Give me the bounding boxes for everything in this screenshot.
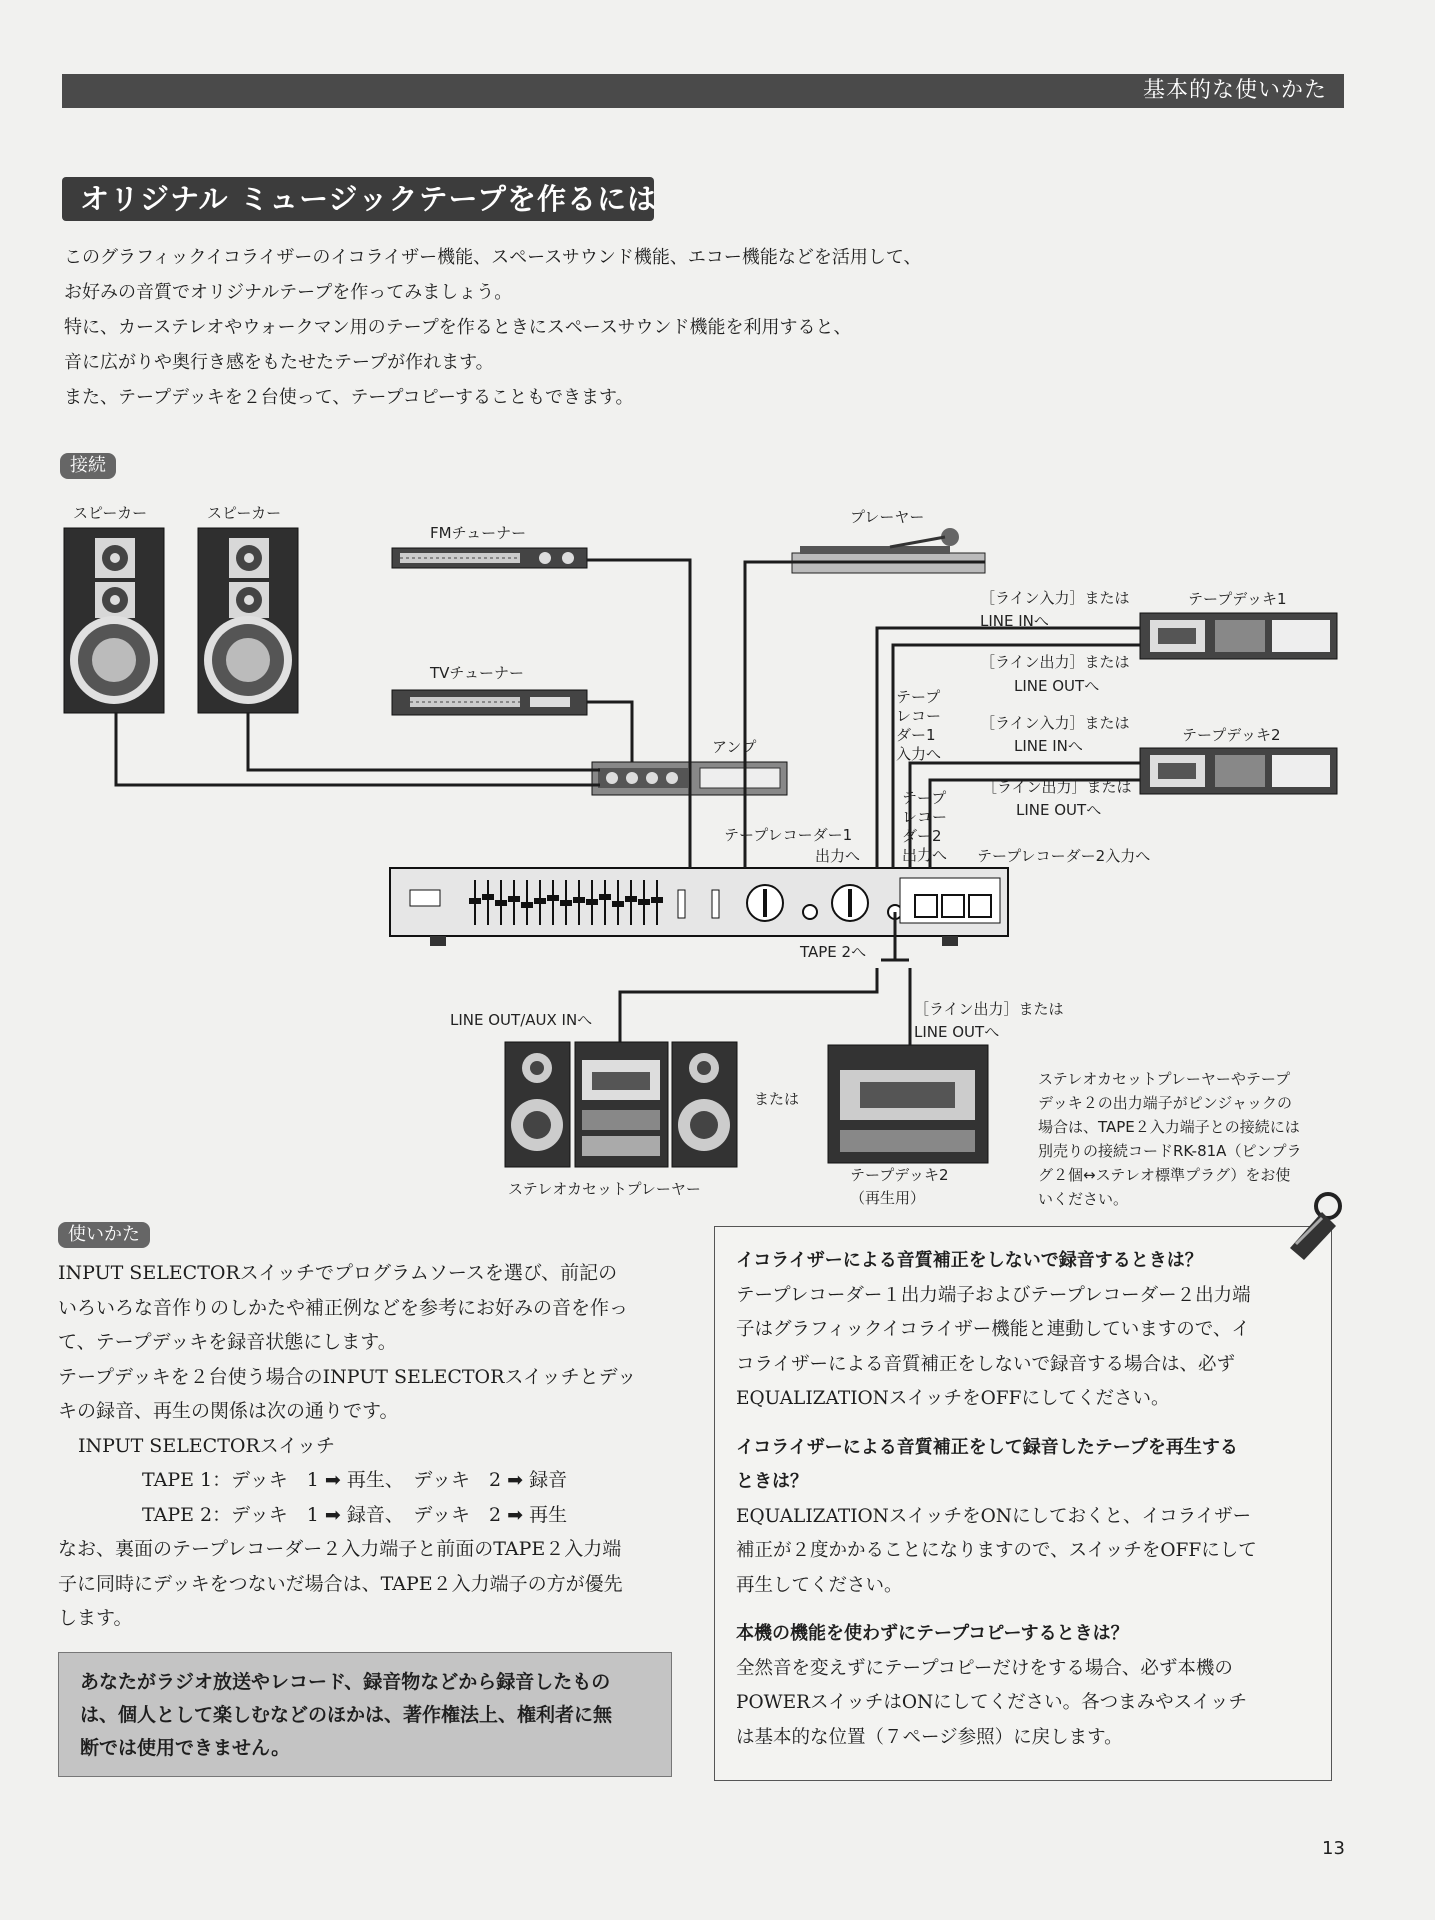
side-note-line: いください。 <box>1038 1190 1129 1208</box>
label-line-out-1: ［ライン出力］または <box>980 653 1130 671</box>
speaker-right <box>198 528 298 713</box>
tape2-row <box>58 1498 678 1533</box>
label-rec1-in: 入力へ <box>896 745 942 763</box>
notes-content <box>736 1244 1320 1755</box>
fm-tuner <box>392 548 587 568</box>
label-rec1-out: テープレコーダー1 <box>724 826 853 844</box>
arrow-right-icon: ➡ <box>507 1503 530 1526</box>
label-deck-playback: テープデッキ2 <box>850 1166 949 1184</box>
copyright-line: あなたがラジオ放送やレコード、録音物などから録音したもの <box>80 1671 611 1693</box>
usage-tag: 使いかた <box>58 1222 150 1248</box>
record-player <box>792 528 985 573</box>
label-amp: アンプ <box>712 738 757 756</box>
label-line-out-3: LINE OUTへ <box>914 1023 1000 1041</box>
tape-deck-2 <box>1140 748 1337 794</box>
label-line-out-2: ［ライン出力］または <box>982 778 1132 796</box>
copyright-line: は、個人として楽しむなどのほかは、著作権法上、権利者に無 <box>80 1704 613 1726</box>
label-line-out-2: LINE OUTへ <box>1016 801 1102 819</box>
graphic-equalizer <box>390 868 1008 946</box>
tape2-a: 録音、 デッキ 2 <box>346 1503 502 1526</box>
intro-text <box>64 240 1064 415</box>
usage-line: て、テープデッキを録音状態にします。 <box>58 1331 397 1353</box>
side-note-line: 場合は、TAPE２入力端子との接続には <box>1038 1118 1300 1136</box>
label-rec1-in: ダー1 <box>896 726 936 744</box>
note-line: EQUALIZATIONスイッチをONにしておくと、イコライザー <box>736 1505 1252 1527</box>
label-tv-tuner: TVチューナー <box>430 664 524 682</box>
speaker-left <box>64 528 164 713</box>
tape1-row <box>58 1463 678 1498</box>
label-rec1-in: レコー <box>896 707 942 725</box>
usage-line: します。 <box>58 1607 133 1629</box>
label-rec2-out: ダー2 <box>902 827 942 845</box>
usage-line: 子に同時にデッキをつないだ場合は、TAPE２入力端子の方が優先 <box>58 1572 623 1595</box>
label-deck-playback: （再生用） <box>850 1189 926 1207</box>
note-line: 補正が２度かかることになりますので、スイッチをOFFにして <box>736 1540 1257 1561</box>
note-question: イコライザーによる音質補正をして録音したテープを再生する <box>736 1436 1238 1458</box>
note-question: 本機の機能を使わずにテープコピーするときは？ <box>736 1623 1129 1644</box>
note-line: 子はグラフィックイコライザー機能と連動していますので、イ <box>736 1319 1250 1340</box>
label-deck1: テープデッキ1 <box>1188 590 1287 608</box>
label-line-in-2: LINE INへ <box>1014 737 1083 755</box>
side-note-line: グ２個↔ステレオ標準プラグ）をお使 <box>1038 1166 1291 1184</box>
label-or: または <box>754 1090 800 1108</box>
label-line-in-2: ［ライン入力］または <box>980 714 1130 732</box>
label-line-in-1: LINE INへ <box>980 612 1049 630</box>
note-question: ときは？ <box>736 1471 808 1492</box>
arrow-right-icon: ➡ <box>507 1469 530 1491</box>
selector-label: INPUT SELECTORスイッチ <box>78 1434 336 1457</box>
copyright-line: 断では使用できません。 <box>80 1737 291 1759</box>
side-note-line: ステレオカセットプレーヤーやテープ <box>1038 1070 1291 1088</box>
label-line-out-1: LINE OUTへ <box>1014 677 1100 695</box>
label-line-in-1: ［ライン入力］または <box>980 589 1130 607</box>
note-line: POWERスイッチはONにしてください。各つまみやスイッチ <box>736 1692 1247 1713</box>
tape1-a: 再生、 デッキ 2 <box>346 1469 502 1491</box>
note-line: コライザーによる音質補正をしないで録音する場合は、必ず <box>736 1353 1235 1375</box>
section-title: オリジナル ミュージックテープを作るには <box>80 182 658 216</box>
intro-line: 特に、カーステレオやウォークマン用のテープを作るときにスペースサウンド機能を利用すると、 <box>64 317 852 338</box>
page-number: 13 <box>1322 1838 1345 1859</box>
connection-diagram <box>0 440 1435 1220</box>
tape1-b: 録音 <box>529 1469 568 1491</box>
note-line: EQUALIZATIONスイッチをOFFにしてください。 <box>736 1388 1170 1409</box>
label-deck2: テープデッキ2 <box>1182 726 1281 744</box>
side-note-line: 別売りの接続コードRK-81A（ピンプラ <box>1038 1142 1302 1160</box>
tape-deck-1 <box>1140 613 1337 659</box>
usage-line: いろいろな音作りのしかたや補正例などを参考にお好みの音を作っ <box>58 1296 629 1319</box>
tape1-head: TAPE 1：デッキ 1 <box>142 1469 319 1491</box>
usage-line: テープデッキを２台使う場合のINPUT SELECTORスイッチとデッ <box>58 1365 637 1388</box>
label-player: プレーヤー <box>850 508 925 526</box>
label-rec2-in: テープレコーダー2入力へ <box>977 847 1151 865</box>
arrow-right-icon: ➡ <box>324 1469 347 1491</box>
header-title: 基本的な使いかた <box>1142 78 1327 103</box>
note-line: 全然音を変えずにテープコピーだけをする場合、必ず本機の <box>736 1657 1233 1679</box>
label-rec1-in: テープ <box>896 688 941 706</box>
usage-line: INPUT SELECTORスイッチでプログラムソースを選び、前記の <box>58 1262 618 1284</box>
label-rec2-out: 出力へ <box>902 846 948 864</box>
tape2-head: TAPE 2：デッキ 1 <box>142 1503 319 1526</box>
label-stereo-cassette: ステレオカセットプレーヤー <box>508 1180 701 1198</box>
connect-tag: 接続 <box>60 453 116 479</box>
stereo-cassette-player <box>505 1042 737 1167</box>
label-speaker-left: スピーカー <box>73 504 148 522</box>
usage-line: なお、裏面のテープレコーダー２入力端子と前面のTAPE２入力端 <box>58 1538 622 1560</box>
label-fm-tuner: FMチューナー <box>430 524 527 542</box>
tape2-b: 再生 <box>529 1503 568 1526</box>
note-line: 再生してください。 <box>736 1574 903 1596</box>
label-speaker-right: スピーカー <box>207 504 282 522</box>
note-line: は基本的な位置（７ページ参照）に戻します。 <box>736 1726 1123 1748</box>
intro-line: お好みの音質でオリジナルテープを作ってみましょう。 <box>64 282 513 303</box>
label-line-out-aux: LINE OUT/AUX INへ <box>450 1011 593 1029</box>
note-question: イコライザーによる音質補正をしないで録音するときは？ <box>736 1250 1203 1271</box>
label-rec2-out: レコー <box>902 808 948 826</box>
label-line-out-3: ［ライン出力］または <box>914 1000 1064 1018</box>
side-note-line: デッキ２の出力端子がピンジャックの <box>1038 1094 1293 1112</box>
tape-deck-playback <box>828 1045 988 1163</box>
tv-tuner <box>392 690 587 715</box>
intro-line: また、テープデッキを２台使って、テープコピーすることもできます。 <box>64 387 634 408</box>
intro-line: このグラフィックイコライザーのイコライザー機能、スペースサウンド機能、エコー機能などを活用して、 <box>64 247 922 268</box>
copyright-text <box>80 1666 660 1765</box>
usage-line: キの録音、再生の関係は次の通りです。 <box>58 1400 399 1422</box>
arrow-right-icon: ➡ <box>324 1503 347 1526</box>
usage-text <box>58 1256 678 1636</box>
label-tape2: TAPE 2へ <box>800 943 867 961</box>
note-line: テープレコーダー１出力端子およびテープレコーダー２出力端 <box>736 1284 1251 1306</box>
label-rec1-out: 出力へ <box>815 847 861 865</box>
intro-line: 音に広がりや奥行き感をもたせたテープが作れます。 <box>64 352 494 373</box>
label-rec2-out: テープ <box>902 789 947 807</box>
